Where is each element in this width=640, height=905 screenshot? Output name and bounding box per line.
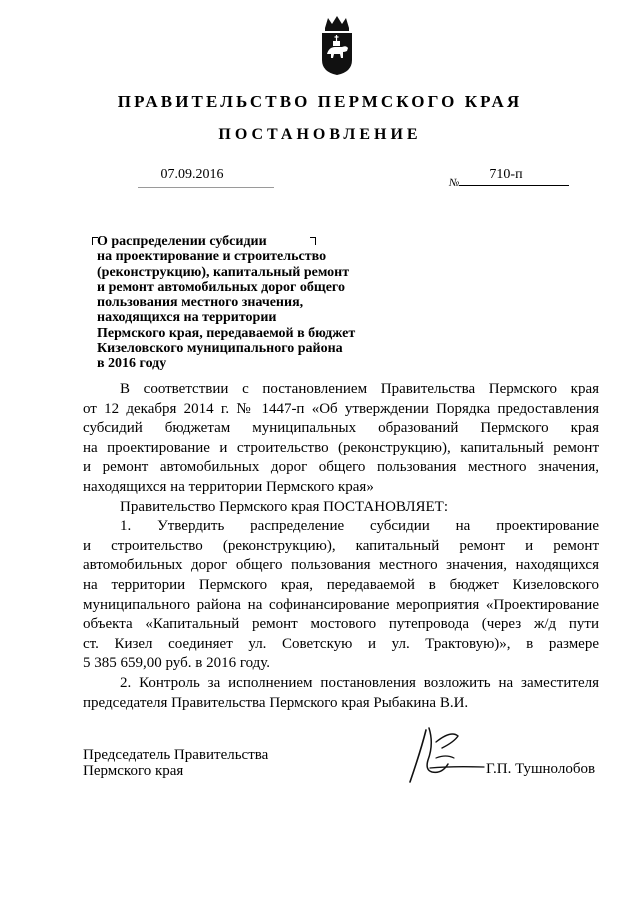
preamble-line: от 12 декабря 2014 г. № 1447-п «Об утверждении Порядка предоставления: [83, 400, 599, 417]
item1-line: и строительство (реконструкцию), капитальный ремонт и ремонт: [83, 537, 599, 554]
document-subject: [97, 234, 417, 372]
item1-line: ст. Кизел соединяет ул. Советскую и ул. Трактовую)», в размере: [83, 635, 599, 652]
item1-line: 1. Утвердить распределение субсидии на проектирование: [120, 518, 599, 535]
subject-line: в 2016 году: [97, 356, 167, 372]
subject-line: на проектирование и строительство: [97, 249, 327, 265]
document-number: 710-п: [489, 167, 523, 182]
item1-line: муниципального района на софинансирование мероприятия «Проектирование: [83, 596, 599, 613]
item2-line: 2. Контроль за исполнением постановления возложить на заместителя: [120, 674, 599, 691]
preamble-line: находящихся на территории Пермского края»: [83, 478, 374, 495]
perm-krai-coat-of-arms-icon: [320, 14, 354, 76]
subject-line: Кизеловского муниципального района: [97, 341, 343, 357]
document-date-field: [138, 165, 274, 188]
preamble-line: В соответствии с постановлением Правительства Пермского края: [120, 381, 599, 397]
subject-line: (реконструкцию), капитальный ремонт: [97, 264, 350, 280]
document-number-field: [459, 165, 569, 186]
preamble-line: на проектирование и строительство (реконструкцию), капитальный ремонт: [83, 439, 599, 456]
number-label: №: [449, 177, 460, 189]
subject-line: находящихся на территории: [97, 310, 277, 326]
signatory-title-line: Пермского края: [83, 763, 184, 779]
subject-line: Пермского края, передаваемой в бюджет: [97, 325, 356, 341]
item1-line: 5 385 659,00 руб. в 2016 году.: [83, 655, 271, 672]
resolves-line: Правительство Пермского края ПОСТАНОВЛЯЕТ:: [120, 498, 449, 515]
subject-line: и ремонт автомобильных дорог общего: [97, 279, 345, 295]
item2-line: председателя Правительства Пермского края Рыбакина В.И.: [83, 694, 469, 711]
document-body: [83, 380, 599, 713]
signatory-title-line: Председатель Правительства: [83, 747, 269, 763]
organization-title: ПРАВИТЕЛЬСТВО ПЕРМСКОГО КРАЯ: [117, 92, 523, 111]
item1-line: объекта «Капитальный ремонт мостового путепровода (через ж/д пути: [83, 616, 599, 633]
preamble-line: субсидий бюджетам муниципальных образований Пермского края: [83, 420, 599, 437]
signatory-title: [83, 747, 268, 779]
item1-line: на территории Пермского края, передаваемой в бюджет Кизеловского: [83, 576, 599, 593]
document-date: 07.09.2016: [160, 167, 224, 182]
item1-line: автомобильных дорог общего пользования местного значения, находящихся: [83, 557, 599, 574]
document-type: ПОСТАНОВЛЕНИЕ: [218, 126, 422, 143]
signatory-name: Г.П. Тушнолобов: [486, 761, 596, 777]
subject-line: О распределении субсидии: [97, 234, 267, 249]
subject-line: пользования местного значения,: [97, 295, 304, 311]
preamble-line: и ремонт автомобильных дорог общего пользования местного значения,: [83, 459, 599, 476]
handwritten-signature: [396, 720, 486, 790]
